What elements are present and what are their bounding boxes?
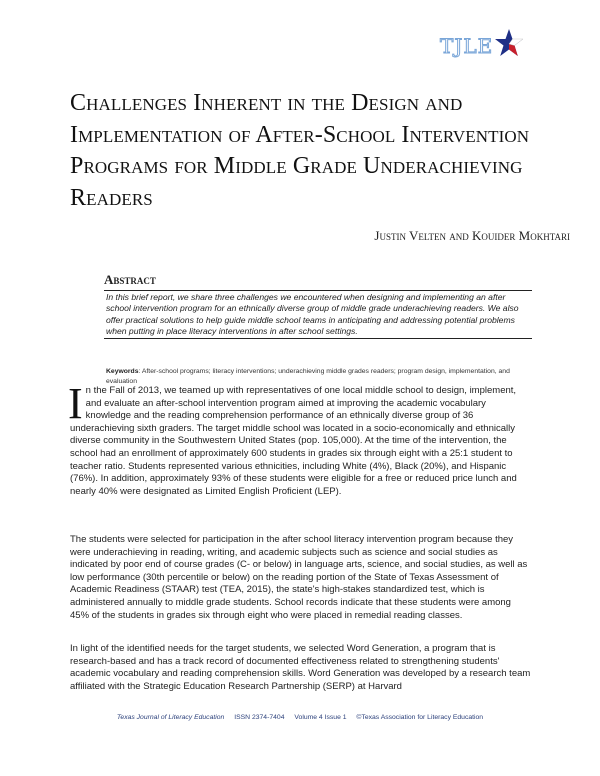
logo-text: TJLE [440, 34, 494, 58]
drop-cap: I [68, 379, 83, 428]
keywords-text: : After-school programs; literacy interventions; underachieving middle grades readers; program design, implementation, and evaluation [106, 368, 510, 385]
keywords [106, 367, 526, 387]
body-paragraph-3: In light of the identified needs for the target students, we selected Word Generation, a program that is research-based and has a track record of documented effectiveness related to strengthening students' academic vocabulary and reading comprehension skills. Word Generation was developed by a research team affiliated with the Strategic Education Research Partnership (SERP) at Harvard [70, 643, 531, 692]
body-paragraph-1 [68, 379, 532, 498]
journal-logo [440, 34, 524, 58]
texas-star-icon [494, 28, 524, 58]
abstract-heading: Abstract [104, 272, 532, 291]
paragraph-text: n the Fall of 2013, we teamed up with representatives of one local middle school to design, implement, and evaluate an after-school intervention program aimed at improving the academic vocabulary knowledge and the reading comprehension performance of an ethnically diverse group of 36 underachieving sixth graders. The target middle school was located in a socio-economically and ethnically diverse community in the Southwestern United States (pop. 105,000). At the time of the intervention, the school had an enrollment of approximately 600 students in grades six through eight with a 25:1 student to teacher ratio. Students represented various ethnicities, including White (4%), Black (20%), and Hispanic (76%). In addition, approximately 93% of these students were eligible for a free or reduced price lunch and nearly 40% were designated as Limited English Proficient (LEP). [70, 385, 517, 497]
footer-issn: ISSN 2374-7404 [234, 714, 285, 721]
article-title: Challenges Inherent in the Design and Implementation of After-School Intervention Programs for Middle Grade Underachieving Readers [70, 90, 530, 211]
body-paragraph-2: The students were selected for participation in the after school literacy intervention program because they were underachieving in reading, writing, and academic subjects such as science and social studies as indicated by poor end of course grades (C- or below) in language arts, science, and social studies, as well as low performance (30th percentile or below) on the reading portion of the State of Texas Assessment of Academic Readiness (STAAR) test (TEA, 2015), the state's high-stakes standardized test, which is administered annually to middle grade students. School records indicate that these students were among 45% of the students in grades six through eight who were placed in remedial reading classes. [70, 534, 528, 621]
footer-copyright: ©Texas Association for Literacy Education [356, 714, 484, 721]
article-authors: Justin Velten and Kouider Mokhtari [374, 228, 570, 243]
footer-volume: Volume 4 Issue 1 [294, 714, 347, 721]
page-footer [60, 714, 540, 721]
keywords-label: Keywords [106, 368, 139, 375]
abstract-text: In this brief report, we share three challenges we encountered when designing and implementing an after school intervention program for an ethnically diverse group of middle grade underachieving readers. We also offer practical solutions to help guide middle school teams in anticipating and addressing potential problems when putting in place literacy interventions in after school settings. [104, 291, 532, 339]
footer-journal: Texas Journal of Literacy Education [116, 714, 225, 721]
abstract-section [104, 272, 532, 339]
